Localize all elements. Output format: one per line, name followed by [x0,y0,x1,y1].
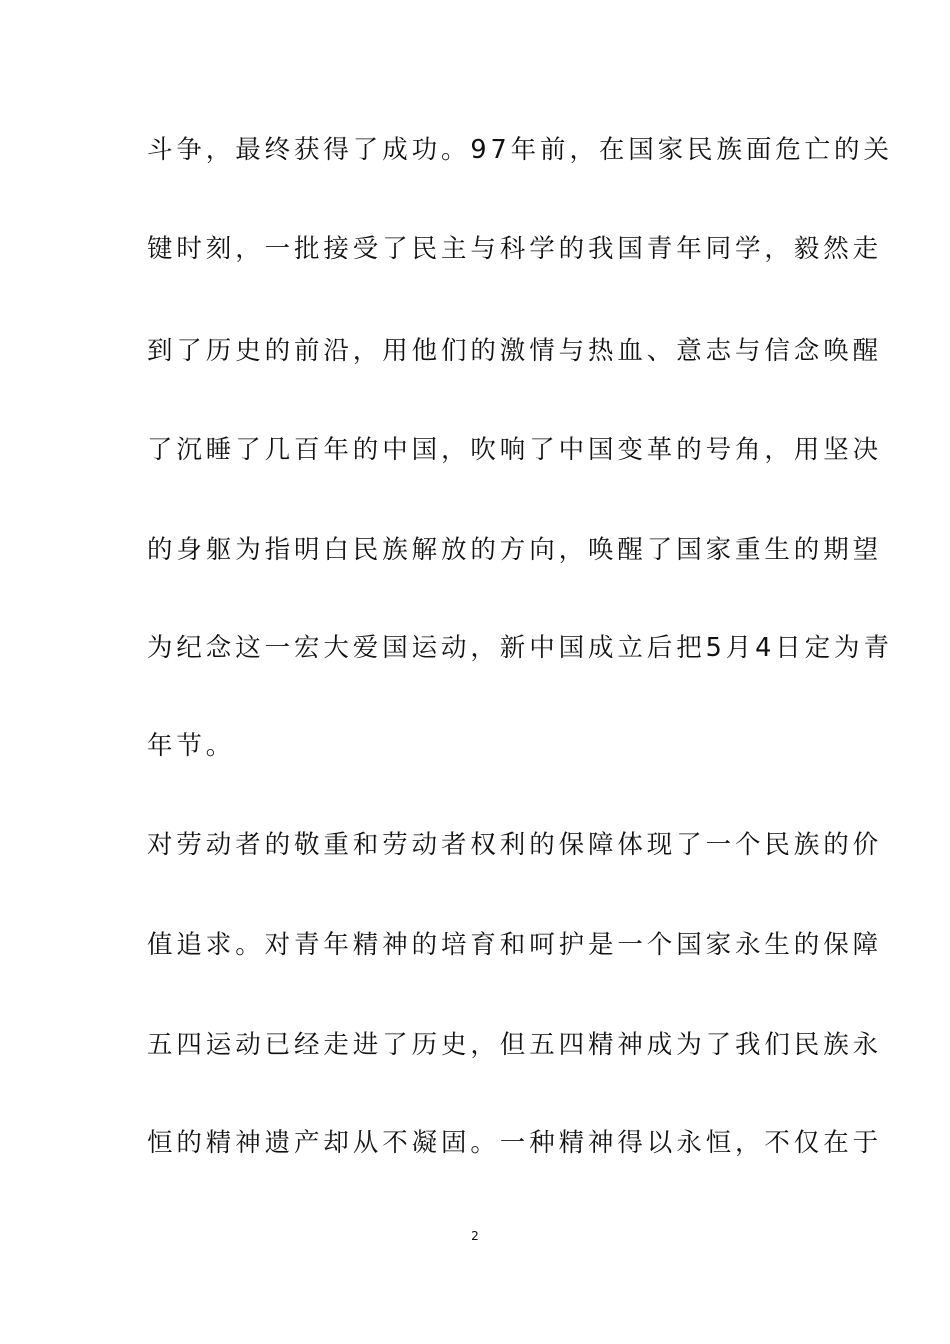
text-line-1: 斗争，最终获得了成功。97年前，在国家民族面危亡的关 [147,135,893,165]
text-line-10: 五四运动已经走进了历史，但五四精神成为了我们民族永 [147,1030,883,1060]
text-line-7: 年节。 [147,731,236,761]
text-line-8: 对劳动者的敬重和劳动者权利的保障体现了一个民族的价 [147,830,883,860]
text-line-9: 值追求。对青年精神的培育和呵护是一个国家永生的保障 [147,930,883,960]
text-line-11: 恒的精神遗产却从不凝固。一种精神得以永恒，不仅在于 [147,1128,883,1158]
text-line-2: 键时刻，一批接受了民主与科学的我国青年同学，毅然走 [147,234,883,264]
text-line-6: 为纪念这一宏大爱国运动，新中国成立后把5月4日定为青 [147,633,893,663]
page-number: 2 [471,1229,479,1243]
text-line-3: 到了历史的前沿，用他们的激情与热血、意志与信念唤醒 [147,336,883,366]
text-line-5: 的身躯为指明白民族解放的方向，唤醒了国家重生的期望 [147,535,883,565]
text-line-4: 了沉睡了几百年的中国，吹响了中国变革的号角，用坚决 [147,435,883,465]
